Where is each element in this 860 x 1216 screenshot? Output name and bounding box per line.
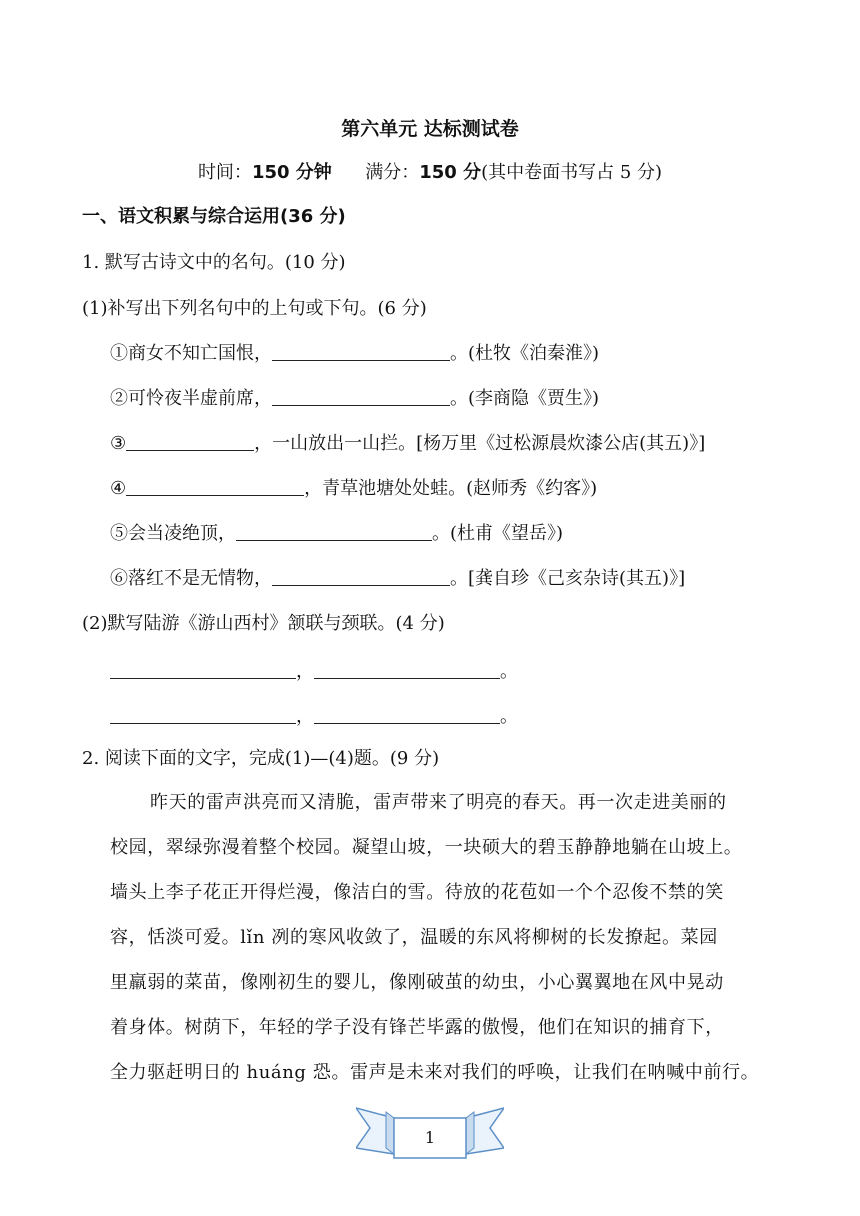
couplet-line-1 bbox=[110, 659, 518, 685]
fill-item-6 bbox=[110, 566, 685, 592]
item-post: 。(杜牧《泊秦淮》) bbox=[450, 343, 600, 364]
fill-item-4 bbox=[110, 476, 597, 502]
section-heading: 一、语文积累与综合运用(36 分) bbox=[82, 206, 346, 227]
item-pre: ①商女不知亡国恨， bbox=[110, 343, 272, 364]
answer-blank[interactable] bbox=[272, 567, 450, 586]
period: 。 bbox=[500, 661, 518, 682]
question-2-stem: 2. 阅读下面的文字，完成(1)—(4)题。(9 分) bbox=[82, 748, 440, 769]
question-1-part-2: (2)默写陆游《游山西村》颔联与颈联。(4 分) bbox=[82, 613, 445, 634]
item-post: 。(李商隐《贾生》) bbox=[450, 388, 600, 409]
passage-line: 全力驱赶明日的 huáng 恐。雷声是未来对我们的呼唤，让我们在呐喊中前行。 bbox=[110, 1062, 760, 1083]
passage-line: 昨天的雷声洪亮而又清脆，雷声带来了明亮的春天。再一次走进美丽的 bbox=[150, 792, 727, 813]
period: 。 bbox=[500, 706, 518, 727]
score-note: (其中卷面书写占 5 分) bbox=[481, 162, 663, 183]
score-label: 满分： bbox=[365, 162, 420, 183]
passage-line: 校园，翠绿弥漫着整个校园。凝望山坡，一块硕大的碧玉静静地躺在山坡上。 bbox=[110, 837, 743, 858]
item-pre: ⑥落红不是无情物， bbox=[110, 568, 272, 589]
score-value: 150 分 bbox=[419, 162, 482, 183]
fill-item-3 bbox=[110, 431, 705, 457]
answer-blank[interactable] bbox=[272, 387, 450, 406]
answer-blank[interactable] bbox=[126, 477, 304, 496]
answer-blank[interactable] bbox=[272, 342, 450, 361]
question-1-part-1: (1)补写出下列名句中的上句或下句。(6 分) bbox=[82, 298, 427, 319]
item-pre: ⑤会当凌绝顶， bbox=[110, 523, 236, 544]
answer-blank[interactable] bbox=[110, 660, 296, 679]
item-pre: ④ bbox=[110, 478, 127, 499]
exam-info bbox=[0, 160, 860, 186]
answer-blank[interactable] bbox=[314, 660, 500, 679]
time-value: 150 分钟 bbox=[251, 162, 332, 183]
item-pre: ②可怜夜半虚前席， bbox=[110, 388, 272, 409]
comma: ， bbox=[296, 661, 314, 682]
answer-blank[interactable] bbox=[314, 705, 500, 724]
answer-blank[interactable] bbox=[236, 522, 432, 541]
item-post: 。[龚自珍《己亥杂诗(其五)》] bbox=[450, 568, 686, 589]
answer-blank[interactable] bbox=[110, 705, 296, 724]
page-title: 第六单元 达标测试卷 bbox=[341, 118, 519, 140]
item-post: 。(杜甫《望岳》) bbox=[432, 523, 564, 544]
page-number: 1 bbox=[424, 1128, 436, 1147]
fill-item-1 bbox=[110, 341, 599, 367]
passage-line: 里羸弱的菜苗，像刚初生的婴儿，像刚破茧的幼虫，小心翼翼地在风中晃动 bbox=[110, 972, 724, 993]
question-1-stem: 1. 默写古诗文中的名句。(10 分) bbox=[82, 252, 346, 273]
passage-line: 墙头上李子花正开得烂漫，像洁白的雪。待放的花苞如一个个忍俊不禁的笑 bbox=[110, 882, 724, 903]
item-pre: ③ bbox=[110, 433, 127, 454]
comma: ， bbox=[296, 706, 314, 727]
time-label: 时间： bbox=[197, 162, 252, 183]
fill-item-5 bbox=[110, 521, 563, 547]
couplet-line-2 bbox=[110, 704, 518, 730]
item-post: ，一山放出一山拦。[杨万里《过松源晨炊漆公店(其五)》] bbox=[254, 433, 706, 454]
fill-item-2 bbox=[110, 386, 599, 412]
answer-blank[interactable] bbox=[126, 432, 254, 451]
passage-line: 着身体。树荫下，年轻的学子没有锋芒毕露的傲慢，他们在知识的捕育下， bbox=[110, 1017, 724, 1038]
passage-line: 容，恬淡可爱。lǐn 冽的寒风收敛了，温暖的东风将柳树的长发撩起。菜园 bbox=[110, 927, 718, 948]
item-post: ，青草池塘处处蛙。(赵师秀《约客》) bbox=[304, 478, 598, 499]
